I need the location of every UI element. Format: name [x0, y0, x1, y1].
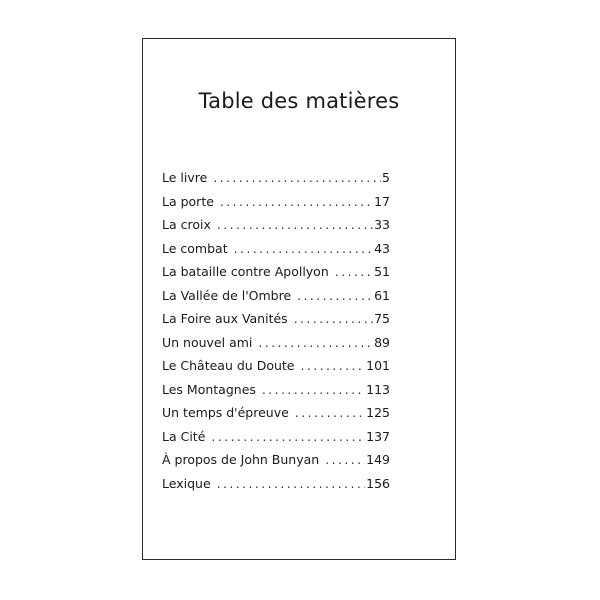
- toc-leader-dots: [234, 241, 373, 256]
- toc-entry: [162, 452, 390, 476]
- toc-leader-dots: [262, 382, 365, 397]
- toc-entry-page: 51: [374, 264, 390, 279]
- toc-entry-label: La porte: [162, 193, 214, 209]
- toc-leader-dots: [213, 170, 381, 185]
- toc-entry: [162, 429, 390, 453]
- toc-entry: [162, 405, 390, 429]
- toc-leader-dots: [294, 311, 373, 326]
- toc-entry-page: 156: [366, 475, 390, 491]
- toc-entry-label: La Foire aux Vanités: [162, 311, 288, 326]
- toc-entry-page: 75: [374, 311, 390, 326]
- toc-entry: [162, 358, 390, 382]
- toc-leader-dots: [220, 194, 373, 209]
- toc-entry-label: La Cité: [162, 428, 206, 444]
- toc-entry-page: 89: [374, 334, 390, 350]
- table-of-contents: [162, 170, 390, 499]
- toc-entry-label: Un nouvel ami: [162, 334, 253, 350]
- toc-entry-label: Un temps d'épreuve: [162, 405, 289, 420]
- toc-entry-page: 125: [366, 405, 390, 420]
- book-page: [142, 38, 456, 560]
- toc-entry: [162, 194, 390, 218]
- toc-entry-page: 17: [374, 193, 390, 209]
- toc-entry-page: 43: [374, 240, 390, 256]
- toc-entry: [162, 476, 390, 500]
- toc-leader-dots: [217, 476, 366, 491]
- toc-entry: [162, 170, 390, 194]
- toc-entry: [162, 288, 390, 312]
- toc-entry-page: 113: [366, 381, 390, 397]
- toc-leader-dots: [325, 452, 365, 467]
- toc-leader-dots: [211, 429, 365, 444]
- toc-entry-page: 61: [374, 287, 390, 303]
- toc-entry-page: 137: [366, 428, 390, 444]
- toc-entry-label: Le livre: [162, 170, 208, 185]
- toc-entry-label: Lexique: [162, 475, 211, 491]
- toc-entry: [162, 311, 390, 335]
- toc-leader-dots: [217, 217, 373, 232]
- toc-leader-dots: [335, 264, 373, 279]
- toc-entry-label: Le Château du Doute: [162, 358, 295, 373]
- toc-entry-page: 5: [382, 170, 390, 185]
- toc-leader-dots: [295, 405, 365, 420]
- page-title: Table des matières: [198, 89, 400, 113]
- toc-leader-dots: [297, 288, 373, 303]
- toc-entry-page: 149: [366, 452, 390, 467]
- toc-entry-page: 101: [366, 358, 390, 373]
- toc-entry: [162, 264, 390, 288]
- toc-entry-label: Le combat: [162, 240, 228, 256]
- toc-entry: [162, 382, 390, 406]
- toc-entry-label: La croix: [162, 217, 211, 232]
- toc-entry-label: À propos de John Bunyan: [162, 452, 320, 467]
- toc-entry-label: La bataille contre Apollyon: [162, 264, 329, 279]
- toc-leader-dots: [258, 335, 373, 350]
- toc-entry: [162, 335, 390, 359]
- toc-entry: [162, 217, 390, 241]
- toc-leader-dots: [300, 358, 365, 373]
- toc-entry: [162, 241, 390, 265]
- toc-entry-label: Les Montagnes: [162, 381, 256, 397]
- toc-entry-label: La Vallée de l'Ombre: [162, 287, 292, 303]
- toc-entry-page: 33: [374, 217, 390, 232]
